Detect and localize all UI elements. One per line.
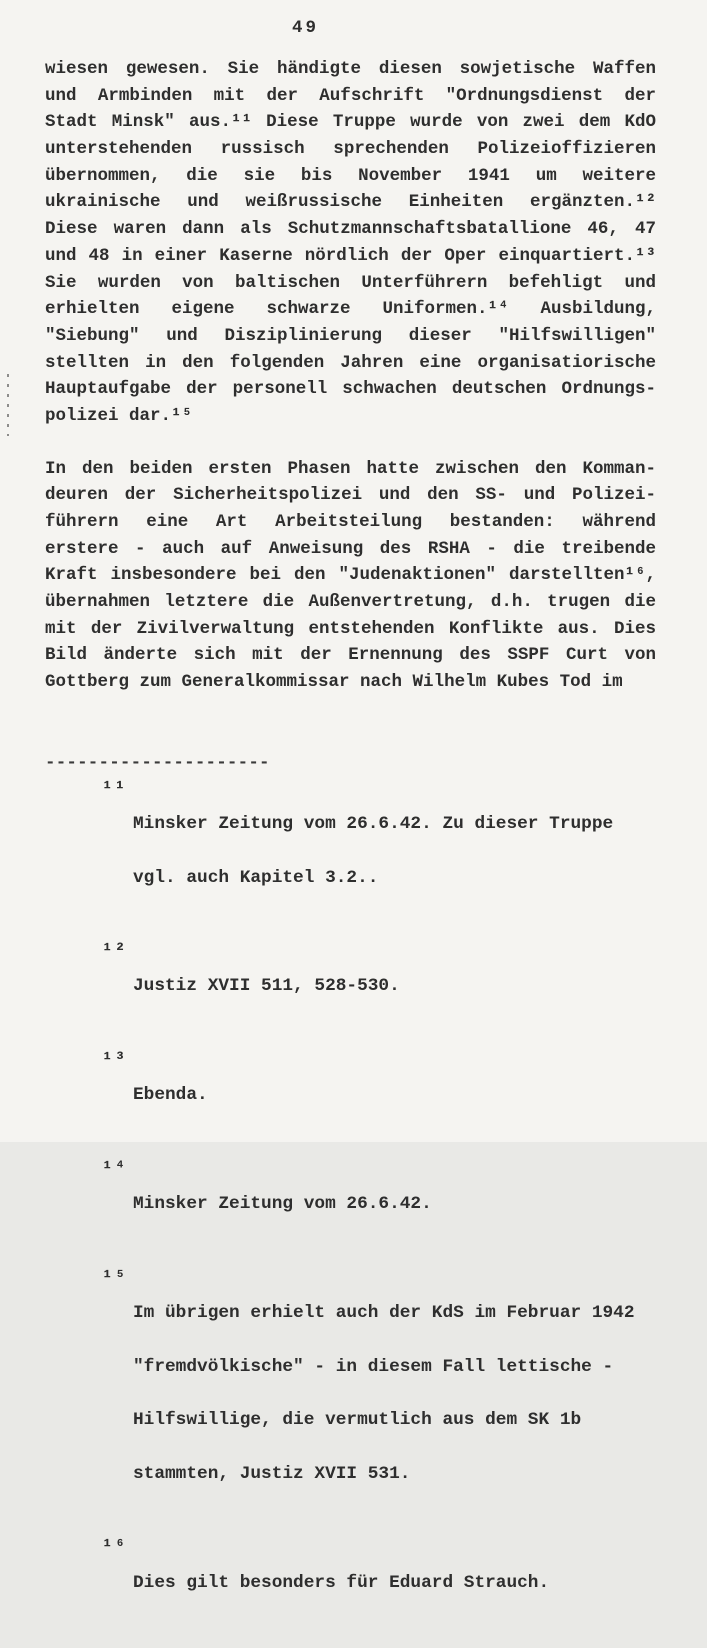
footnote-text bbox=[133, 1539, 549, 1628]
footnote-marker: ¹⁵ bbox=[102, 1267, 128, 1288]
body-line: mit der Zivilverwaltung entstehenden Konflikte aus. Dies bbox=[45, 618, 656, 639]
footnote-marker: ¹² bbox=[102, 940, 128, 961]
footnote-line: stammten, Justiz XVII 531. bbox=[133, 1463, 411, 1484]
footnote-line: Hilfswillige, die vermutlich aus dem SK 1b bbox=[133, 1410, 582, 1431]
footnote-line: Justiz XVII 511, 528-530. bbox=[133, 976, 400, 997]
body-line: stellten in den folgenden Jahren eine organisatiorische bbox=[45, 352, 656, 373]
footnote-marker: ¹³ bbox=[102, 1049, 128, 1070]
body-line: und 48 in einer Kaserne nördlich der Oper einquartiert.¹³ bbox=[45, 245, 656, 266]
footnote-line: Im übrigen erhielt auch der KdS im Februar 1942 bbox=[133, 1303, 635, 1324]
body-line: In den beiden ersten Phasen hatte zwischen den Komman- bbox=[45, 458, 656, 479]
body-line: und Armbinden mit der Aufschrift "Ordnungsdienst der bbox=[45, 85, 656, 106]
paragraph-2 bbox=[45, 456, 656, 696]
body-line: Bild änderte sich mit der Ernennung des SSPF Curt von bbox=[45, 645, 656, 666]
body-line: übernahmen letztere die Außenvertretung, d.h. trugen die bbox=[45, 592, 656, 613]
body-line: Hauptaufgabe der personell schwachen deutschen Ordnungs- bbox=[45, 379, 656, 400]
footnote-14 bbox=[102, 1158, 656, 1250]
footnote-line: Ebenda. bbox=[133, 1085, 208, 1106]
footnote-marker: ¹⁶ bbox=[102, 1537, 128, 1557]
body-line: Sie wurden von baltischen Unterführern befehligt und bbox=[45, 272, 656, 293]
body-line: Gottberg zum Generalkommissar nach Wilhelm Kubes Tod im bbox=[45, 672, 623, 693]
body-line: führern eine Art Arbeitsteilung bestanden: während bbox=[45, 512, 656, 532]
footnote-text bbox=[133, 1161, 432, 1250]
footnote-line: vgl. auch Kapitel 3.2.. bbox=[133, 867, 379, 888]
page-content bbox=[45, 56, 656, 1648]
body-line: "Siebung" und Disziplinierung dieser "Hilfswilligen" bbox=[45, 325, 656, 346]
body-line: Stadt Minsk" aus.¹¹ Diese Truppe wurde von zwei dem KdO bbox=[45, 112, 656, 133]
footnote-11 bbox=[102, 778, 656, 923]
body-line: Diese waren dann als Schutzmannschaftsbatallione 46, 47 bbox=[45, 219, 656, 240]
scan-artifact-dotted-line bbox=[7, 374, 9, 436]
footnote-12 bbox=[102, 940, 656, 1032]
footnote-text bbox=[133, 781, 613, 923]
footnotes-section bbox=[45, 778, 656, 1628]
footnote-line: Minsker Zeitung vom 26.6.42. bbox=[133, 1194, 432, 1215]
body-line: deuren der Sicherheitspolizei und den SS- und Polizei- bbox=[45, 485, 656, 506]
body-line: erhielten eigene schwarze Uniformen.¹⁴ Ausbildung, bbox=[45, 299, 656, 320]
body-line: ukrainische und weißrussische Einheiten ergänzten.¹² bbox=[45, 192, 656, 213]
body-line: wiesen gewesen. Sie händigte diesen sowjetische Waffen bbox=[45, 59, 656, 79]
footnote-15 bbox=[102, 1267, 656, 1519]
footnote-separator: --------------------- bbox=[45, 752, 270, 773]
footnote-16 bbox=[102, 1539, 656, 1628]
footnote-text bbox=[133, 943, 400, 1032]
page-number: 49 bbox=[292, 18, 320, 38]
body-line: Kraft insbesondere bei den "Judenaktionen" darstellten¹⁶, bbox=[45, 565, 656, 586]
body-line: erstere - auch auf Anweisung des RSHA - die treibende bbox=[45, 538, 656, 559]
footnote-line: Dies gilt besonders für Eduard Strauch. bbox=[133, 1572, 550, 1593]
footnote-text bbox=[133, 1270, 635, 1519]
footnote-text bbox=[133, 1052, 240, 1141]
footnote-line: Minsker Zeitung vom 26.6.42. Zu dieser Truppe bbox=[133, 814, 614, 835]
body-line: unterstehenden russisch sprechenden Polizeioffizieren bbox=[45, 139, 656, 160]
body-line: übernommen, die sie bis November 1941 um weitere bbox=[45, 165, 656, 186]
footnote-13 bbox=[102, 1049, 656, 1141]
footnote-marker: ¹¹ bbox=[102, 778, 128, 799]
body-line: polizei dar.¹⁵ bbox=[45, 405, 193, 426]
footnote-marker: ¹⁴ bbox=[102, 1158, 128, 1179]
footnote-line: "fremdvölkische" - in diesem Fall lettische - bbox=[133, 1356, 614, 1377]
paragraph-1 bbox=[45, 56, 656, 430]
